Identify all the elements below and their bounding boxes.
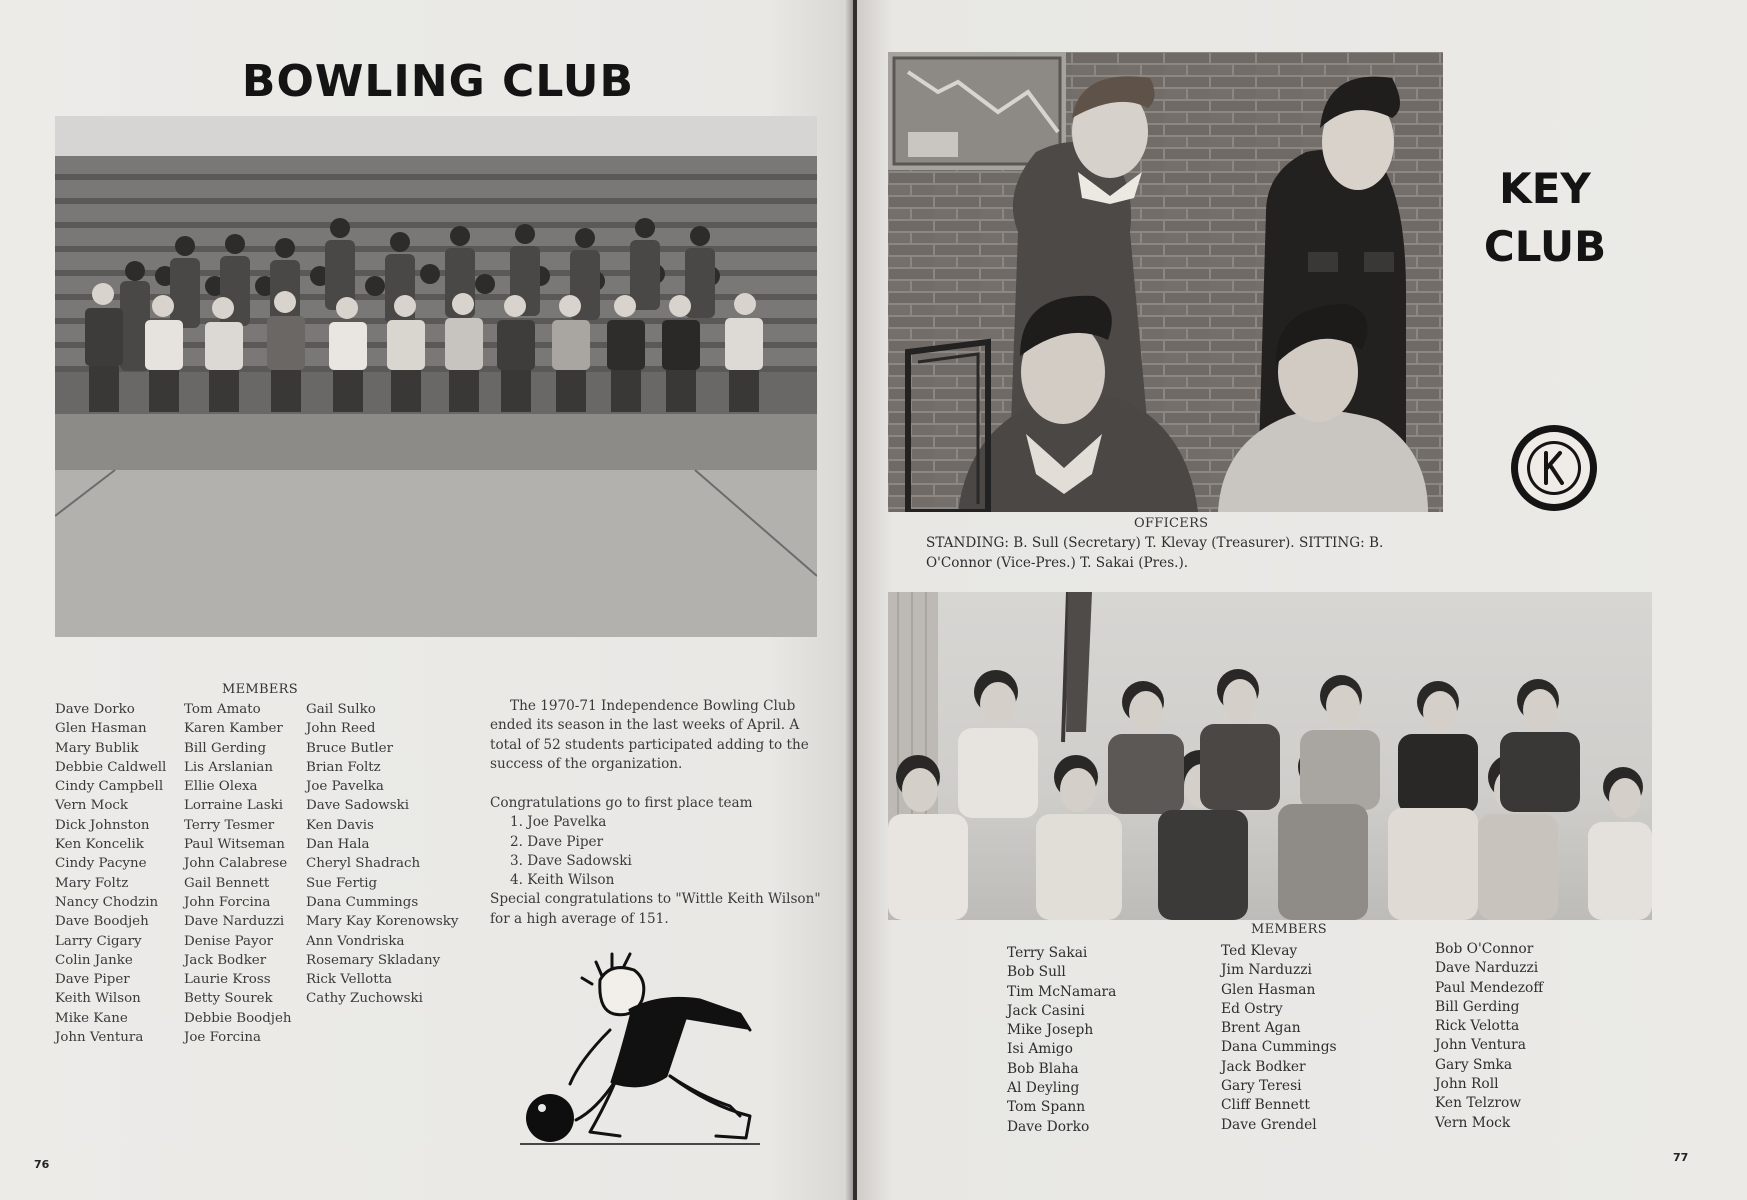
- first-place-team-list: [490, 813, 830, 890]
- special-congrats: Special congratulations to "Wittle Keith Wilson" for a high average of 151.: [490, 891, 821, 927]
- list-item: Cheryl Shadrach: [306, 856, 421, 872]
- list-item: Isi Amigo: [1007, 1041, 1073, 1058]
- title-line-key: KEY: [1499, 164, 1591, 213]
- list-item: Ken Davis: [306, 817, 374, 833]
- list-item: Paul Witseman: [184, 837, 285, 853]
- list-item: Gary Teresi: [1221, 1078, 1302, 1095]
- list-item: Bob Sull: [1007, 964, 1066, 981]
- list-item: Dave Narduzzi: [1435, 960, 1539, 977]
- list-item: Glen Hasman: [55, 721, 147, 737]
- key-members-column-1: [1007, 944, 1116, 1137]
- list-item: John Ventura: [1435, 1037, 1526, 1054]
- page-title-key-club: [1470, 160, 1620, 276]
- bowling-members-column-2: [184, 700, 292, 1047]
- list-item: 4. Keith Wilson: [510, 872, 615, 889]
- list-item: Brian Foltz: [306, 759, 381, 775]
- list-item: Dave Sadowski: [306, 798, 409, 814]
- list-item: Mary Bublik: [55, 740, 139, 756]
- list-item: Dan Hala: [306, 837, 370, 853]
- left-page: [0, 0, 853, 1200]
- list-item: Dick Johnston: [55, 817, 150, 833]
- list-item: Jim Narduzzi: [1221, 962, 1312, 979]
- list-item: Gary Smka: [1435, 1056, 1513, 1073]
- list-item: Bill Gerding: [184, 740, 267, 756]
- list-item: Al Deyling: [1007, 1080, 1080, 1097]
- list-item: Cindy Campbell: [55, 779, 164, 795]
- key-club-emblem-icon: [1509, 423, 1599, 517]
- list-item: Laurie Kross: [184, 972, 271, 988]
- list-item: Glen Hasman: [1221, 981, 1316, 998]
- list-item: Dave Dorko: [55, 702, 135, 717]
- list-item: Betty Sourek: [184, 991, 273, 1007]
- title-line-club: CLUB: [1483, 222, 1607, 271]
- list-item: John Reed: [306, 721, 376, 737]
- list-item: Ted Klevay: [1221, 943, 1298, 959]
- page-number-right: 77: [1673, 1151, 1689, 1164]
- list-item: Rick Velotta: [1435, 1018, 1520, 1035]
- list-item: 1. Joe Pavelka: [510, 814, 607, 831]
- list-item: Mike Kane: [55, 1010, 128, 1026]
- list-item: Keith Wilson: [55, 991, 141, 1007]
- key-club-members-photo: [888, 592, 1652, 920]
- list-item: Ken Koncelik: [55, 837, 144, 853]
- list-item: Bruce Butler: [306, 740, 393, 756]
- list-item: Tom Amato: [184, 702, 261, 717]
- list-item: 3. Dave Sadowski: [510, 852, 632, 869]
- list-item: Nancy Chodzin: [55, 894, 159, 910]
- list-item: Bob Blaha: [1007, 1060, 1079, 1077]
- list-item: John Forcina: [184, 894, 271, 910]
- list-item: Vern Mock: [1435, 1114, 1511, 1131]
- bleachers-group-illustration: [55, 116, 817, 637]
- key-members-column-2: [1221, 942, 1337, 1135]
- caption-line: STANDING: B. Sull (Secretary) T. Klevay (Treasurer). SITTING: B.: [926, 535, 1384, 551]
- list-item: Debbie Caldwell: [55, 759, 167, 775]
- list-item: Dave Dorko: [1007, 1118, 1090, 1135]
- cartoon-bowler-illustration: [520, 950, 780, 1149]
- list-item: Lis Arslanian: [184, 759, 274, 775]
- congrats-intro: Congratulations go to first place team: [490, 795, 753, 811]
- list-item: Tim McNamara: [1007, 983, 1117, 1000]
- list-item: Dave Boodjeh: [55, 914, 149, 930]
- list-item: Mary Kay Korenowsky: [306, 914, 459, 930]
- officers-caption: [926, 534, 1486, 573]
- list-item: Vern Mock: [55, 798, 129, 814]
- list-item: Dave Narduzzi: [184, 914, 285, 930]
- key-members-column-3: [1435, 940, 1543, 1133]
- list-item: Mary Foltz: [55, 875, 129, 891]
- list-item: Mike Joseph: [1007, 1022, 1094, 1039]
- list-item: Joe Forcina: [184, 1030, 262, 1046]
- officers-illustration: [888, 52, 1443, 512]
- bowling-members-column-1: [55, 700, 166, 1047]
- list-item: Ellie Olexa: [184, 779, 258, 795]
- list-item: John Ventura: [55, 1030, 144, 1046]
- list-item: Terry Sakai: [1007, 945, 1088, 961]
- list-item: Jack Bodker: [184, 952, 267, 968]
- list-item: Dave Grendel: [1221, 1116, 1317, 1133]
- list-item: Bill Gerding: [1435, 998, 1520, 1015]
- list-item: Terry Tesmer: [184, 817, 275, 833]
- list-item: Ann Vondriska: [306, 933, 405, 949]
- list-item: Jack Bodker: [1221, 1058, 1306, 1075]
- list-item: Dave Piper: [55, 972, 130, 988]
- list-item: Denise Payor: [184, 933, 274, 949]
- list-item: Dana Cummings: [1221, 1039, 1337, 1056]
- bowling-club-group-photo: [55, 116, 817, 637]
- list-item: Colin Janke: [55, 952, 133, 968]
- bowling-members-heading: MEMBERS: [222, 682, 298, 697]
- officers-heading: OFFICERS: [1134, 516, 1209, 531]
- key-club-officers-photo: [888, 52, 1443, 512]
- list-item: Ken Telzrow: [1435, 1095, 1522, 1112]
- list-item: Brent Agan: [1221, 1020, 1301, 1037]
- list-item: John Calabrese: [184, 856, 288, 872]
- list-item: Karen Kamber: [184, 721, 283, 737]
- list-item: John Roll: [1435, 1076, 1499, 1093]
- list-item: Ed Ostry: [1221, 1000, 1283, 1017]
- bowling-season-paragraph: The 1970-71 Independence Bowling Club ended its season in the last weeks of April. A total of 52 students participated adding to the success of the organization.: [490, 698, 809, 772]
- members-group-illustration: [888, 592, 1652, 920]
- list-item: Sue Fertig: [306, 875, 378, 891]
- page-title-bowling-club: BOWLING CLUB: [241, 56, 635, 107]
- caption-line: O'Connor (Vice-Pres.) T. Sakai (Pres.).: [926, 554, 1189, 571]
- list-item: 2. Dave Piper: [510, 833, 604, 850]
- list-item: Cathy Zuchowski: [306, 991, 423, 1007]
- key-members-heading: MEMBERS: [1251, 922, 1327, 937]
- list-item: Rosemary Skladany: [306, 952, 441, 968]
- list-item: Cindy Pacyne: [55, 856, 147, 872]
- list-item: Paul Mendezoff: [1435, 979, 1544, 996]
- list-item: Larry Cigary: [55, 933, 142, 949]
- bowling-members-column-3: [306, 700, 458, 1009]
- page-number-left: 76: [34, 1158, 50, 1171]
- first-place-section: [490, 794, 830, 929]
- list-item: Lorraine Laski: [184, 798, 283, 814]
- list-item: Gail Bennett: [184, 875, 270, 891]
- list-item: Tom Spann: [1007, 1099, 1086, 1116]
- list-item: Jack Casini: [1007, 1002, 1085, 1019]
- list-item: Rick Vellotta: [306, 972, 392, 988]
- list-item: Bob O'Connor: [1435, 941, 1534, 957]
- list-item: Joe Pavelka: [306, 779, 384, 795]
- list-item: Gail Sulko: [306, 702, 376, 717]
- list-item: Cliff Bennett: [1221, 1097, 1310, 1114]
- list-item: Dana Cummings: [306, 894, 419, 910]
- list-item: Debbie Boodjeh: [184, 1010, 292, 1026]
